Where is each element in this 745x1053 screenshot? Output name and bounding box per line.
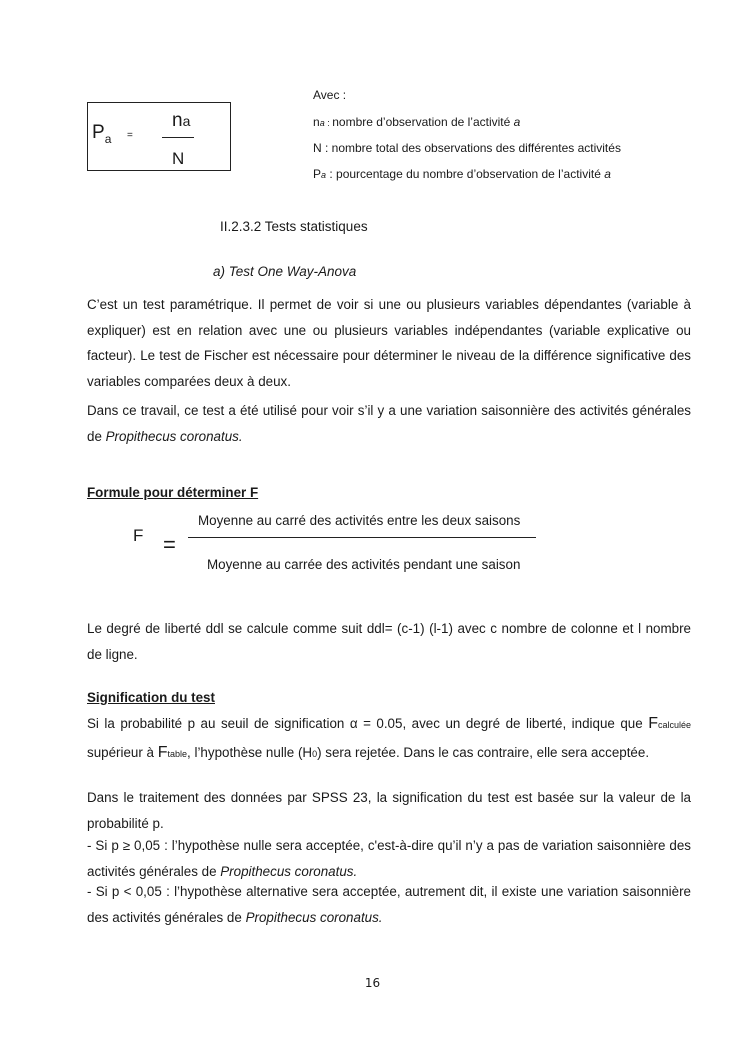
paragraph-hypothesis-null: - Si p ≥ 0,05 : l’hypothèse nulle sera acceptée, c'est-à-dire qu’il n’y a pas de variation saisonnière des activités générales de Propithecus coronatus. — [87, 838, 691, 879]
pa-formula-denominator: N — [172, 149, 185, 168]
f-formula-equals: = — [163, 532, 176, 557]
pa-formula-fraction-line — [162, 137, 194, 138]
paragraph-hypothesis-alternative: - Si p < 0,05 : l’hypothèse alternative sera acceptée, autrement dit, il existe une variation saisonnière des activités générales de Propithecus coronatus. — [87, 884, 691, 925]
f-formula-denominator: Moyenne au carrée des activités pendant une saison — [207, 557, 521, 572]
paragraph-usage: Dans ce travail, ce test a été utilisé pour voir s’il y a une variation saisonnière des activités générales de Propithecus coronatus. — [87, 403, 691, 444]
section-subheading: a) Test One Way-Anova — [213, 264, 357, 279]
paragraph-signification: Si la probabilité p au seuil de signification α = 0.05, avec un degré de liberté, indique que Fcalculée supérieur à Ftable, l’hypothèse nulle (H0) sera rejetée. Dans le cas contraire, elle sera acceptée. — [87, 715, 691, 761]
paragraph-spss: Dans le traitement des données par SPSS 23, la signification du test est basée sur la valeur de la probabilité p. — [87, 790, 691, 831]
paragraph-anova-description: C’est un test paramétrique. Il permet de voir si une ou plusieurs variables dépendantes (variable à expliquer) est en relation avec une ou plusieurs variables indépendantes (variable explicative ou facteur). Le test de Fischer est nécessaire pour déterminer le niveau de la différence significative des variables comparées deux à deux. — [87, 297, 691, 389]
page-number: 16 — [364, 976, 381, 990]
paragraph-ddl: Le degré de liberté ddl se calcule comme suit ddl= (c-1) (l-1) avec c nombre de colonne et l nombre de ligne. — [87, 621, 691, 662]
legend-avec: Avec : — [313, 88, 347, 102]
legend-na: na : nombre d’observation de l’activité a — [313, 115, 521, 129]
pa-formula-equals: = — [127, 130, 133, 141]
pa-formula-lhs: $P_a$ — [92, 122, 112, 146]
legend-pa: Pa : pourcentage du nombre d’observation de l’activité a — [313, 167, 611, 181]
signification-title: Signification du test — [87, 690, 215, 705]
pa-formula-numerator: na — [172, 110, 191, 131]
section-heading: II.2.3.2 Tests statistiques — [220, 219, 368, 234]
f-formula-lhs: F — [133, 526, 144, 545]
f-formula-numerator: Moyenne au carré des activités entre les deux saisons — [198, 513, 521, 528]
formule-title: Formule pour déterminer F — [87, 485, 259, 500]
legend-N: N : nombre total des observations des différentes activités — [313, 141, 621, 155]
f-formula-fraction-line — [188, 537, 536, 538]
